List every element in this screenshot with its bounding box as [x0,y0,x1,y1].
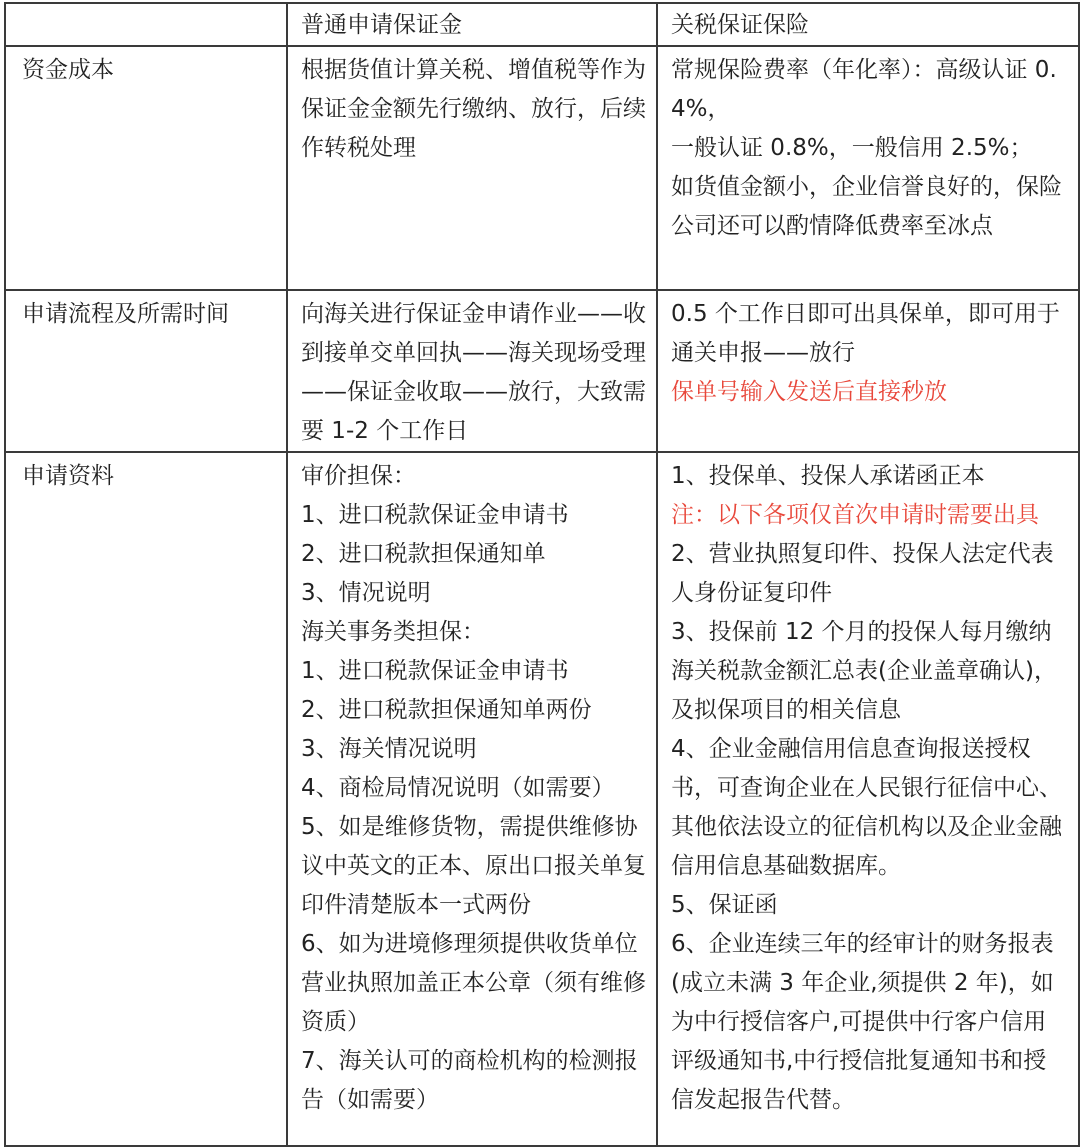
cell-text: 0.5 个工作日即可出具保单，即可用于通关申报——放行 [671,301,1060,366]
list-item: 7、海关认可的商检机构的检测报告（如需要） [301,1048,638,1113]
row-label: 申请资料 [5,452,287,1146]
table-row-documents [5,452,1079,1146]
list-item: 5、保证函 [671,892,778,918]
list-item: 1、进口税款保证金申请书 [301,658,569,684]
list-item: 3、海关情况说明 [301,736,477,762]
comparison-table [4,2,1080,1147]
list-item: 海关事务类担保： [301,619,485,645]
insurance-cell [657,290,1079,452]
insurance-cell [657,46,1079,290]
list-item: 3、情况说明 [301,580,431,606]
list-item: 1、进口税款保证金申请书 [301,502,569,528]
list-item: 1、投保单、投保人承诺函正本 [671,463,985,489]
list-item: 5、如是维修货物，需提供维修协议中英文的正本、原出口报关单复印件清楚版本一式两份 [301,814,646,918]
insurance-cell [657,452,1079,1146]
list-item: 4、商检局情况说明（如需要） [301,775,615,801]
list-item: 4、企业金融信用信息查询报送授权书，可查询企业在人民银行征信中心、其他依法设立的征信机构以及企业金融信用信息基础数据库。 [671,736,1062,879]
cell-text: 常规保险费率（年化率）：高级认证 0.4%， [671,57,1057,122]
row-label: 申请流程及所需时间 [5,290,287,452]
deposit-cell [287,452,657,1146]
deposit-cell [287,46,657,290]
header-cell-tariff-insurance: 关税保证保险 [657,3,1079,46]
list-item: 3、投保前 12 个月的投保人每月缴纳海关税款金额汇总表(企业盖章确认)，及拟保项目的相关信息 [671,619,1057,723]
header-cell-empty [5,3,287,46]
table-row-process-time [5,290,1079,452]
cell-text: 如货值金额小，企业信誉良好的，保险公司还可以酌情降低费率至冰点 [671,174,1062,239]
header-row [5,3,1079,46]
deposit-cell [287,290,657,452]
highlight-text: 保单号输入发送后直接秒放 [671,379,947,405]
list-item: 6、如为进境修理须提供收货单位营业执照加盖正本公章（须有维修资质） [301,931,646,1035]
list-item: 2、进口税款担保通知单两份 [301,697,592,723]
list-item: 6、企业连续三年的经审计的财务报表(成立未满 3 年企业,须提供 2 年)，如为中行授信客户,可提供中行客户信用评级通知书,中行授信批复通知书和授信发起报告代替。 [671,931,1054,1113]
list-item: 审价担保： [301,463,416,489]
table-row-capital-cost [5,46,1079,290]
header-cell-ordinary-deposit: 普通申请保证金 [287,3,657,46]
cell-text: 向海关进行保证金申请作业——收到接单交单回执——海关现场受理——保证金收取——放行，大致需要 1-2 个工作日 [301,301,646,444]
row-label: 资金成本 [5,46,287,290]
cell-text: 根据货值计算关税、增值税等作为保证金金额先行缴纳、放行，后续作转税处理 [301,57,646,161]
list-item: 2、营业执照复印件、投保人法定代表人身份证复印件 [671,541,1054,606]
list-item: 2、进口税款担保通知单 [301,541,546,567]
cell-text: 一般认证 0.8%，一般信用 2.5%； [671,135,1033,161]
note-text: 注：以下各项仅首次申请时需要出具 [671,502,1039,528]
